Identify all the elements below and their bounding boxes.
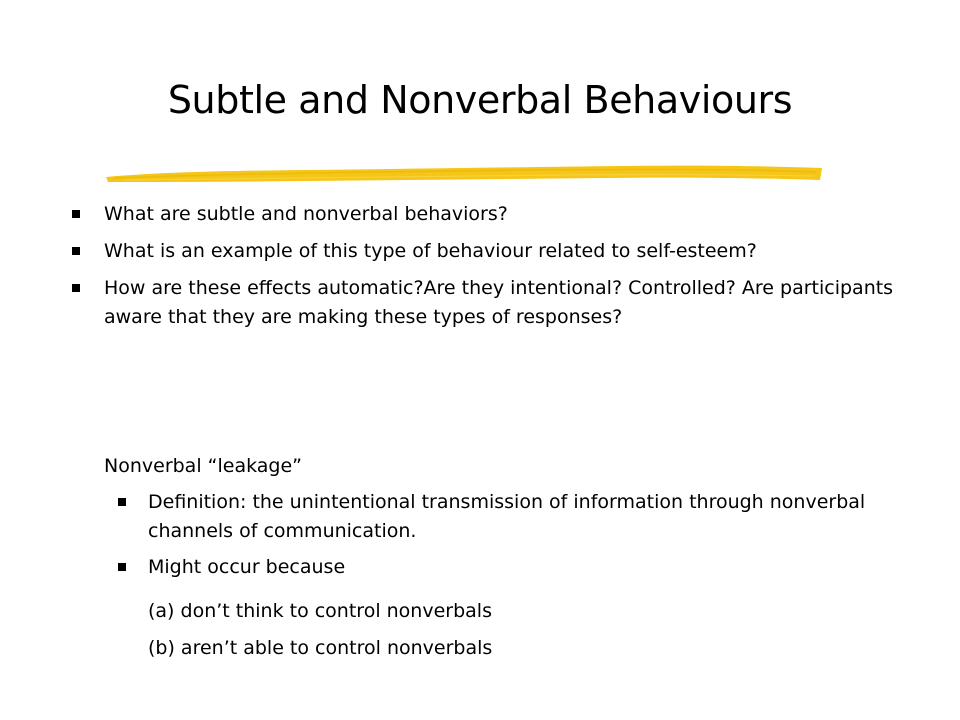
main-bullet-list (72, 200, 912, 340)
title-underline-decoration (104, 160, 824, 190)
bullet-text: What are subtle and nonverbal behaviors? (104, 203, 508, 225)
sub-bullet-item (118, 488, 898, 546)
square-bullet-icon (72, 210, 80, 218)
sub-bullet-item (118, 553, 898, 582)
sub-bullet-text: Definition: the unintentional transmission of information through nonverbal channels of communication. (148, 491, 866, 542)
reason-line-b: (b) aren’t able to control nonverbals (148, 637, 493, 659)
reason-line-a: (a) don’t think to control nonverbals (148, 600, 492, 622)
bullet-text: How are these effects automatic?Are they intentional? Controlled? Are participants aware that they are making these types of responses? (104, 277, 894, 328)
square-bullet-icon (72, 284, 80, 292)
bullet-text: What is an example of this type of behaviour related to self-esteem? (104, 240, 757, 262)
square-bullet-icon (118, 563, 126, 571)
square-bullet-icon (118, 498, 126, 506)
bullet-item (72, 200, 912, 229)
section-heading: Nonverbal “leakage” (104, 455, 303, 477)
bullet-item (72, 237, 912, 266)
sub-bullet-list (118, 488, 898, 589)
square-bullet-icon (72, 247, 80, 255)
sub-bullet-text: Might occur because (148, 556, 346, 578)
slide-title: Subtle and Nonverbal Behaviours (167, 78, 793, 122)
bullet-item (72, 274, 912, 332)
